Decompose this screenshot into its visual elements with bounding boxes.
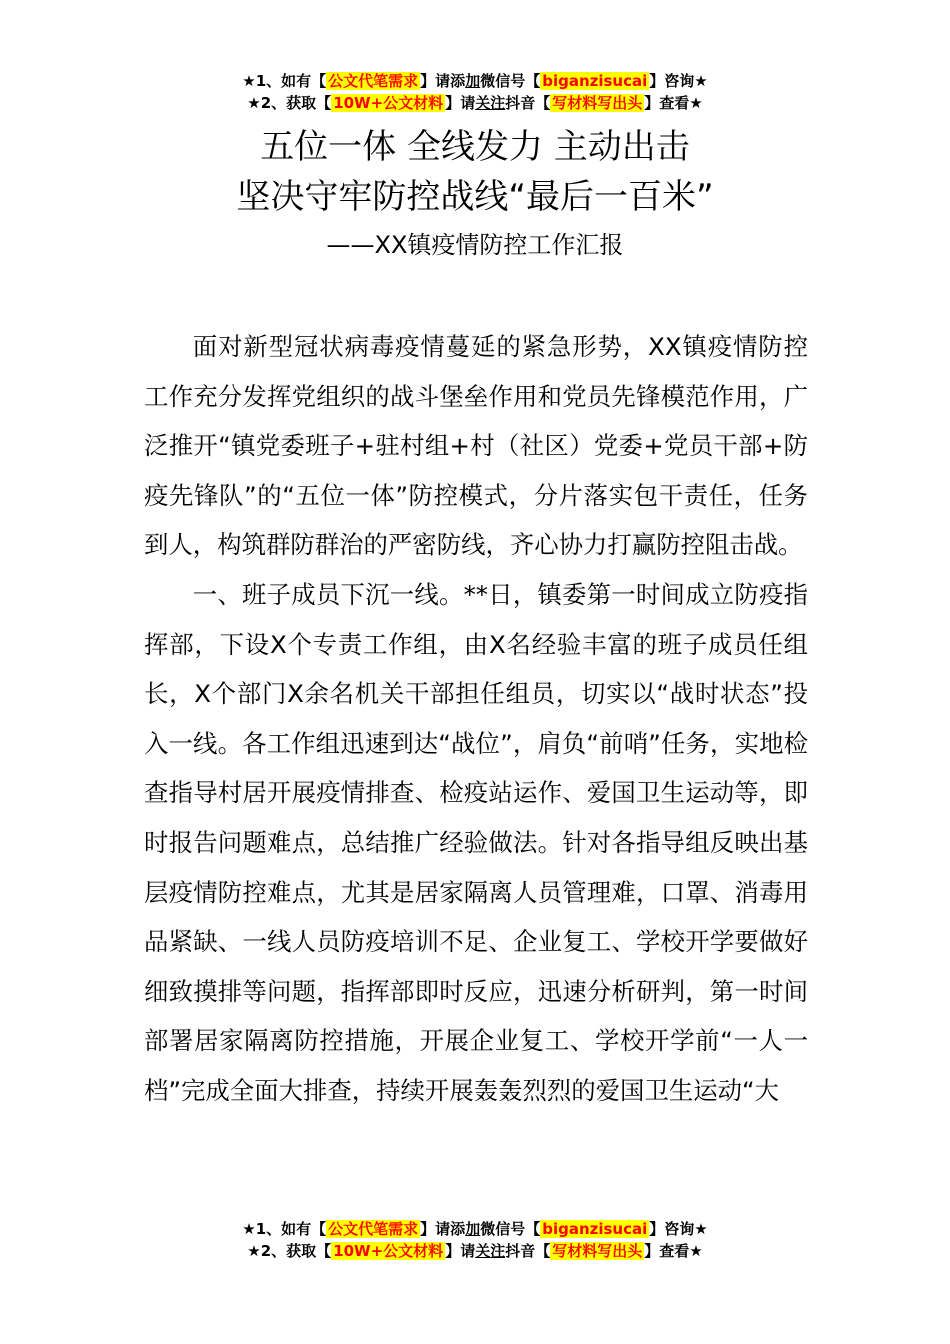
highlight-wechat-id: biganzisucai: [542, 72, 648, 90]
document-body: [144, 322, 808, 1116]
promo-line-2: ★2、获取【 10W+公文材料 】请关注抖音【 写材料写出头 】查看★: [247, 94, 703, 112]
document-title-line-1: 五位一体 全线发力 主动出击: [260, 127, 690, 167]
highlight-materials: 10W+公文材料: [333, 1242, 444, 1260]
document-title-line-2: 坚决守牢防控战线“最后一百米”: [236, 177, 714, 217]
promo-line-1: ★1、如有【 公文代笔需求 】请添加微信号【 biganzisucai 】咨询★: [242, 72, 708, 90]
promo-banner-bottom: [0, 1218, 950, 1262]
promo-line-2: ★2、获取【 10W+公文材料 】请关注抖音【 写材料写出头 】查看★: [247, 1242, 703, 1260]
paragraph-section-1: 一、班子成员下沉一线。**日，镇委第一时间成立防疫指挥部，下设X个专责工作组，由X名经验丰富的班子成员任组长，X个部门X余名机关干部担任组员，切实以“战时状态”投入一线。各工作组迅速到达“战位”，肩负“前哨”任务，实地检查指导村居开展疫情排查、检疫站运作、爱国卫生运动等，即时报告问题难点，总结推广经验做法。针对各指导组反映出基层疫情防控难点，尤其是居家隔离人员管理难，口罩、消毒用品紧缺、一线人员防疫培训不足、企业复工、学校开学要做好细致摸排等问题，指挥部即时反应，迅速分析研判，第一时间部署居家隔离防控措施，开展企业复工、学校开学前“一人一档”完成全面大排查，持续开展轰轰烈烈的爱国卫生运动“大: [144, 579, 808, 1105]
highlight-writing-service: 公文代笔需求: [328, 1220, 419, 1238]
paragraph-intro: 面对新型冠状病毒疫情蔓延的紧急形势，XX镇疫情防控工作充分发挥党组织的战斗堡垒作用和党员先锋模范作用，广泛推开“镇党委班子+驻村组+村（社区）党委+党员干部+防疫先锋队”的“五位一体”防控模式，分片落实包干责任，任务到人，构筑群防群治的严密防线，齐心协力打赢防控阻击战。: [144, 332, 808, 560]
promo-banner-top: [0, 70, 950, 114]
highlight-writing-service: 公文代笔需求: [328, 72, 419, 90]
highlight-douyin-account: 写材料写出头: [552, 94, 643, 112]
promo-line-1: ★1、如有【 公文代笔需求 】请添加微信号【 biganzisucai 】咨询★: [242, 1220, 708, 1238]
highlight-materials: 10W+公文材料: [333, 94, 444, 112]
highlight-douyin-account: 写材料写出头: [552, 1242, 643, 1260]
document-subtitle: ——XX镇疫情防控工作汇报: [326, 231, 624, 259]
highlight-wechat-id: biganzisucai: [542, 1220, 648, 1238]
